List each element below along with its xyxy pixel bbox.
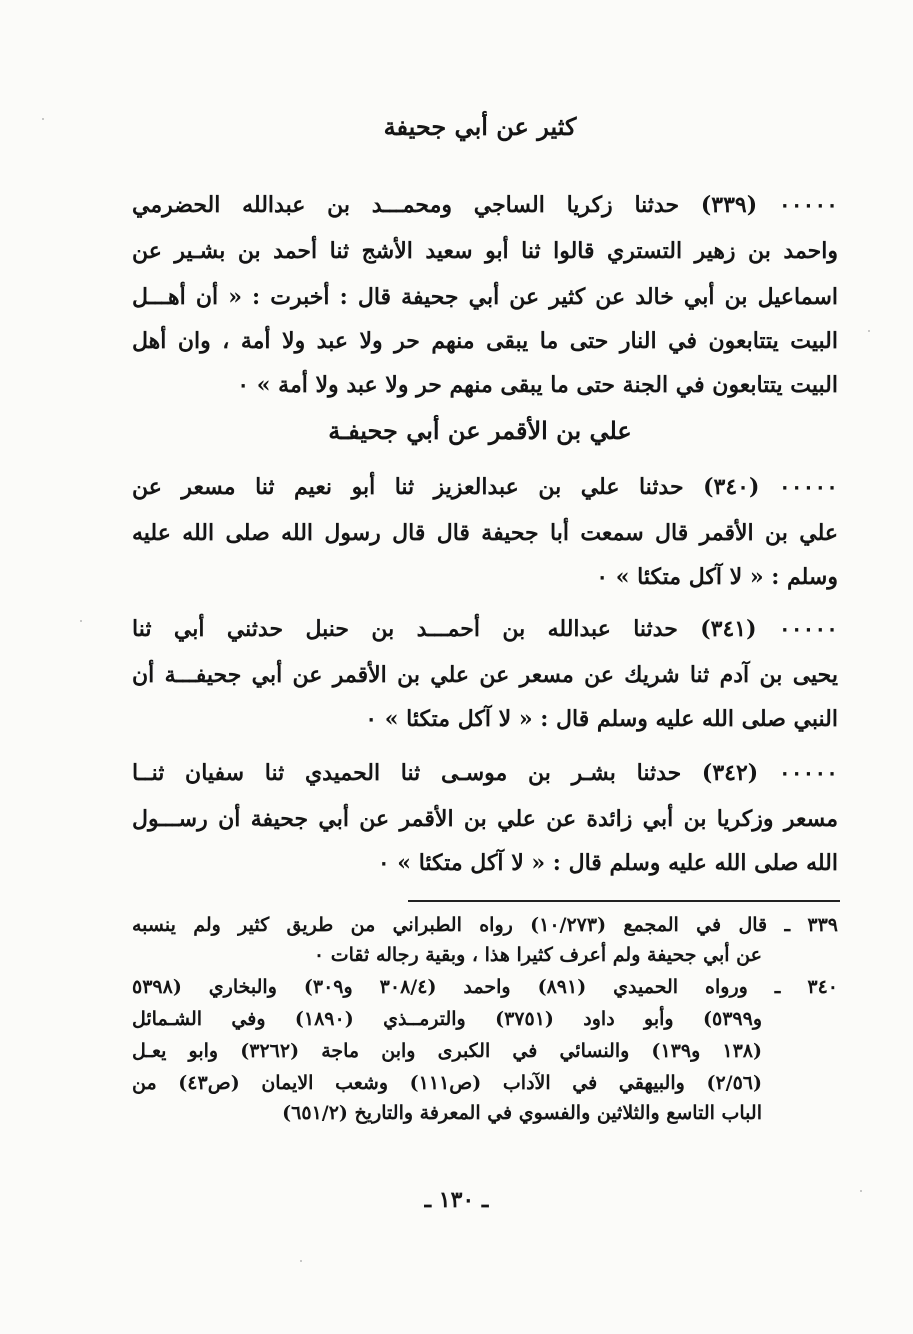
scan-speck	[80, 620, 82, 622]
hadith-341-line-2: يحيى بن آدم ثنا شريك عن مسعر عن علي بن الأقمر عن أبي جحيفـــة أن	[132, 662, 838, 688]
hadith-342-line-1: ٠٠٠٠٠ (٣٤٢) حدثنا بشـر بن موسـى ثنا الحميدي ثنا سفيان ثنــا	[132, 760, 838, 786]
hadith-340-line-2: علي بن الأقمر قال سمعت أبا جحيفة قال قال رسول الله صلى الله عليه	[132, 520, 838, 546]
hadith-340-line-1: ٠٠٠٠٠ (٣٤٠) حدثنا علي بن عبدالعزيز ثنا أبو نعيم ثنا مسعر عن	[132, 474, 838, 500]
hadith-339-line-5: البيت يتتابعون في الجنة حتى ما يبقى منهم حر ولا عبد ولا أمة » ٠	[237, 372, 838, 398]
hadith-341-line-3: النبي صلى الله عليه وسلم قال : « لا آكل متكئا » ٠	[365, 706, 838, 732]
footnote-339-line-2: عن أبي جحيفة ولم أعرف كثيرا هذا ، وبقية رجاله ثقات ٠	[313, 944, 762, 966]
scan-speck	[42, 118, 44, 120]
footnote-separator	[408, 900, 840, 902]
hadith-339-line-4: البيت يتتابعون في النار حتى ما يبقى منهم حر ولا عبد ولا أمة ، وان أهل	[132, 328, 838, 354]
footnote-340-line-5: الباب التاسع والثلاثين والفسوي في المعرفة والتاريخ (٦٥١/٢)	[282, 1102, 762, 1124]
footnote-340-line-4: (٢/٥٦) والبيهقي في الآداب (ص١١١) وشعب الايمان (ص٤٣) من	[132, 1072, 762, 1094]
footnote-340-line-2: و٥٣٩٩) وأبو داود (٣٧٥١) والترمــذي (١٨٩٠) وفي الشـمائل	[132, 1008, 762, 1030]
section-title-ali-ibn-al-aqmar: علي بن الأقمر عن أبي جحيفـة	[328, 416, 632, 445]
section-title-kathir: كثير عن أبي جحيفة	[383, 112, 577, 141]
scan-speck	[868, 330, 870, 332]
scan-speck	[860, 1190, 862, 1192]
hadith-342-line-3: الله صلى الله عليه وسلم قال : « لا آكل متكئا » ٠	[377, 850, 838, 876]
footnote-340-line-1: ٣٤٠ ـ ورواه الحميدي (٨٩١) واحمد (٣٠٨/٤ و٣٠٩) والبخاري (٥٣٩٨	[132, 976, 838, 998]
hadith-339-line-3: اسماعيل بن أبي خالد عن كثير عن أبي جحيفة قال : أخبرت : « أن أهـــل	[132, 284, 838, 310]
scan-speck	[300, 1260, 302, 1262]
hadith-339-line-2: واحمد بن زهير التستري قالوا ثنا أبو سعيد الأشج ثنا أحمد بن بشـير عن	[132, 238, 838, 264]
hadith-339-line-1: ٠٠٠٠٠ (٣٣٩) حدثنا زكريا الساجي ومحمـــد بن عبدالله الحضرمي	[132, 192, 838, 218]
hadith-342-line-2: مسعر وزكريا بن أبي زائدة عن علي بن الأقمر عن أبي جحيفة أن رســـول	[132, 806, 838, 832]
hadith-340-line-3: وسلم : « لا آكل متكئا » ٠	[596, 564, 838, 590]
footnote-340-line-3: (١٣٨ و١٣٩) والنسائي في الكبرى وابن ماجة (٣٢٦٢) وابو يعـل	[132, 1040, 763, 1062]
hadith-341-line-1: ٠٠٠٠٠ (٣٤١) حدثنا عبدالله بن أحمـــد بن حنبل حدثني أبي ثنا	[132, 616, 838, 642]
footnote-339-line-1: ٣٣٩ ـ قال في المجمع (١٠/٢٧٣) رواه الطبراني من طريق كثير ولم ينسبه	[132, 914, 838, 936]
page-number: ـ ١٣٠ ـ	[424, 1187, 489, 1213]
